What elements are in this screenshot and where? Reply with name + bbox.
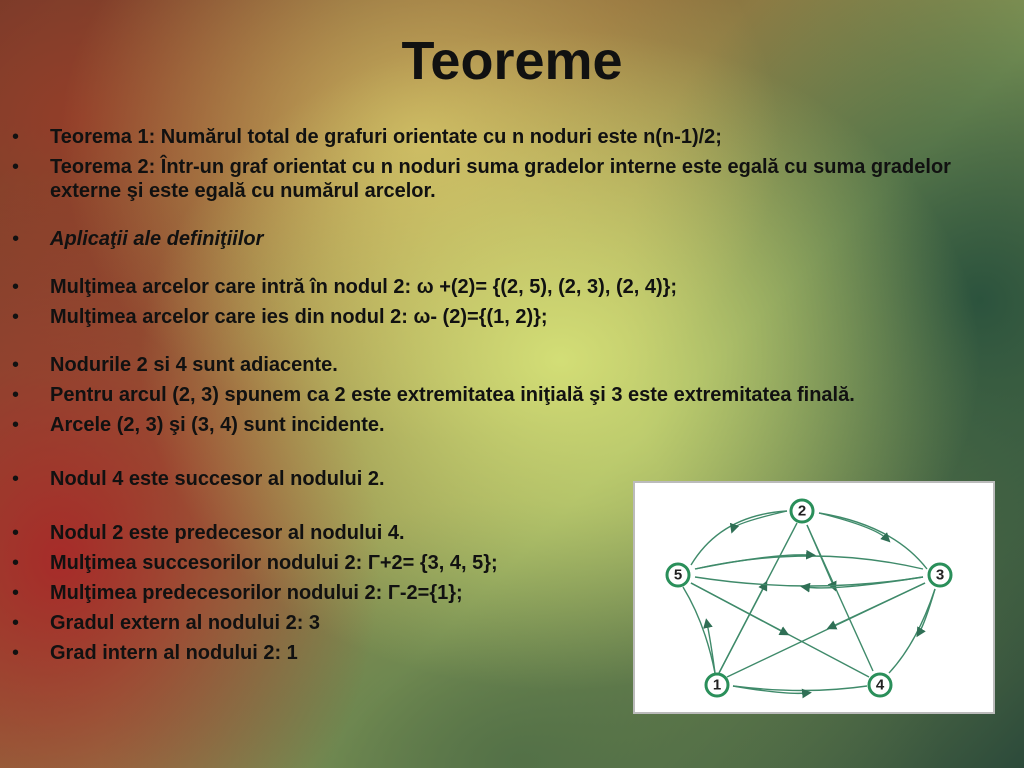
edge-2-5-arrowpath bbox=[733, 511, 787, 529]
edge-3-4 bbox=[889, 589, 935, 673]
graph-diagram bbox=[633, 481, 995, 714]
bullet-item: • Aplicaţii ale definiţiilor bbox=[0, 227, 1010, 251]
bullet-item: • Pentru arcul (2, 3) spunem ca 2 este extremitatea iniţială şi 3 este extremitatea finală. bbox=[0, 383, 1010, 407]
edge-5-4-arrowpath bbox=[691, 583, 785, 633]
graph-svg bbox=[635, 483, 993, 712]
bullet-item: • Teorema 2: Într-un graf orientat cu n noduri suma gradelor interne este egală cu suma gradelor externe şi este egală cu numărul arcelor. bbox=[0, 155, 1010, 203]
bullet-item: • Mulţimea arcelor care ies din nodul 2: ω- (2)={(1, 2)}; bbox=[0, 305, 1010, 329]
bullet-item: • Nodul 4 este succesor al nodului 2. bbox=[0, 467, 1010, 491]
edge-1-5 bbox=[683, 587, 715, 673]
bullet-item: • Grad intern al nodului 2: 1 bbox=[0, 641, 1010, 665]
graph-edges bbox=[683, 511, 935, 693]
node-label: 3 bbox=[935, 566, 945, 584]
edge-2-3-arrowpath bbox=[819, 513, 887, 539]
bullet-item: • Mulţimea succesorilor nodului 2: Γ+2= {3, 4, 5}; bbox=[0, 551, 1010, 575]
node-label: 2 bbox=[797, 502, 807, 520]
bullet-item: • Nodurile 2 si 4 sunt adiacente. bbox=[0, 353, 1010, 377]
bullet-item: • Teorema 1: Numărul total de grafuri orientate cu n noduri este n(n-1)/2; bbox=[0, 125, 1010, 149]
bullet-item: • Nodul 2 este predecesor al nodului 4. bbox=[0, 521, 1010, 545]
graph-node-5 bbox=[667, 564, 689, 586]
node-label: 5 bbox=[673, 566, 683, 584]
bullet-item: • Gradul extern al nodului 2: 3 bbox=[0, 611, 1010, 635]
graph-node-4 bbox=[869, 674, 891, 696]
graph-node-2 bbox=[791, 500, 813, 522]
node-label: 4 bbox=[875, 676, 885, 694]
graph-node-1 bbox=[706, 674, 728, 696]
node-label: 1 bbox=[712, 676, 722, 694]
edge-1-5-arrowpath bbox=[707, 623, 715, 673]
graph-node-3 bbox=[929, 564, 951, 586]
bullet-item: • Mulţimea predecesorilor nodului 2: Γ-2={1}; bbox=[0, 581, 1010, 605]
slide-title: Teoreme bbox=[401, 31, 623, 91]
bullet-item: • Mulţimea arcelor care intră în nodul 2: ω +(2)= {(2, 5), (2, 3), (2, 4)}; bbox=[0, 275, 1010, 299]
bullet-item: • Arcele (2, 3) şi (3, 4) sunt incidente. bbox=[0, 413, 1010, 437]
edge-1-2-arrowpath bbox=[719, 585, 765, 673]
edge-3-1-arrowpath bbox=[831, 583, 925, 627]
